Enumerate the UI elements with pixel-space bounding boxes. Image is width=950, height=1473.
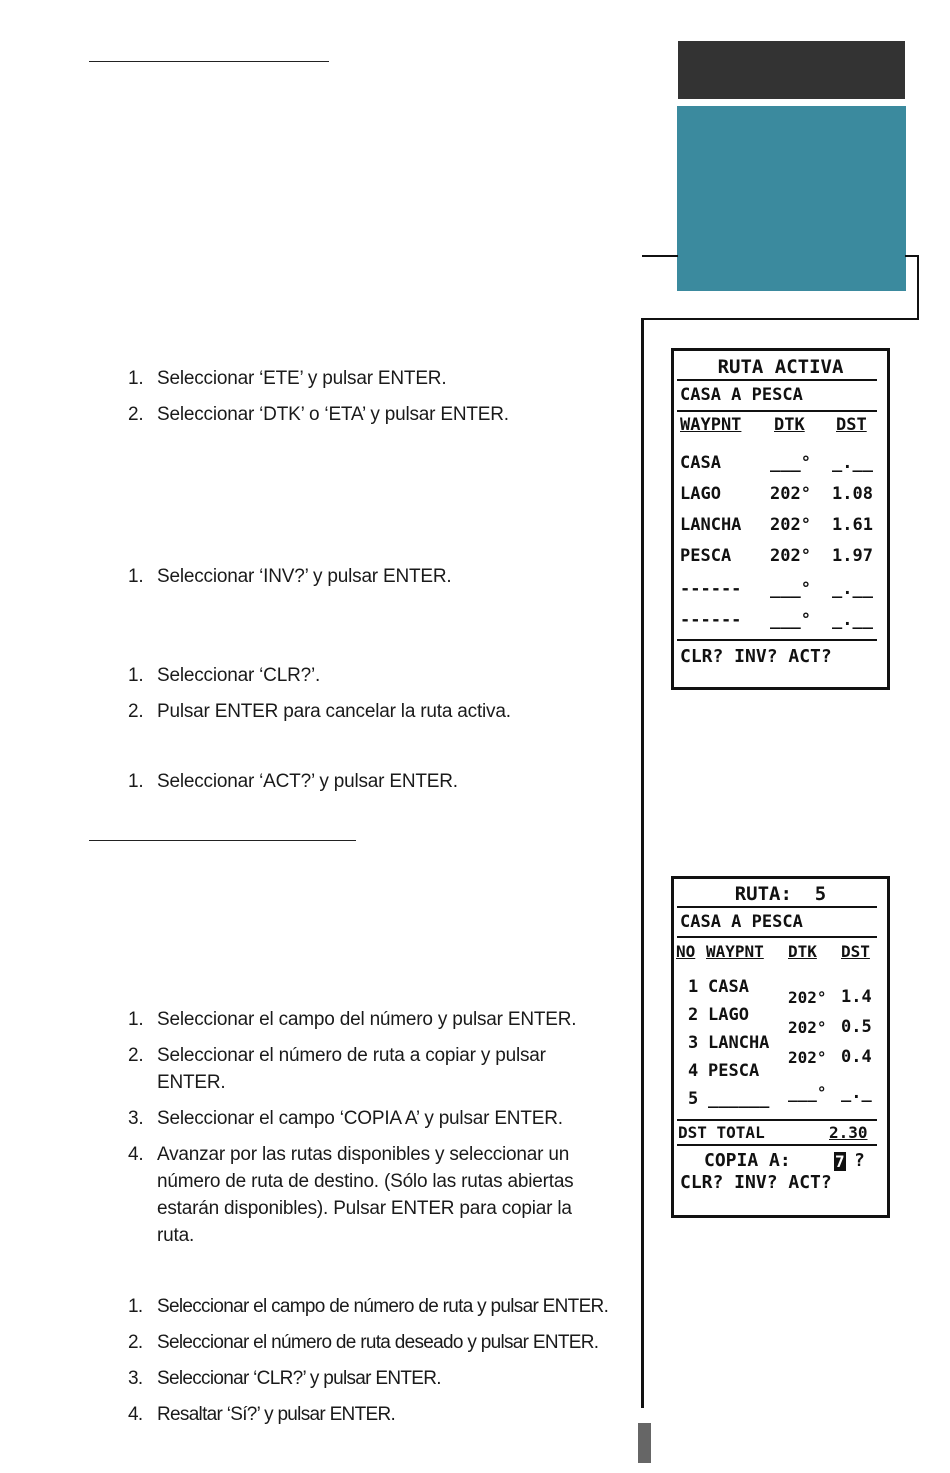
page-edge-tab bbox=[638, 1423, 651, 1463]
list-item: 1. Seleccionar ‘CLR?’. bbox=[128, 665, 321, 686]
waypoint-dst: 1.61 bbox=[832, 515, 873, 535]
waypoint-name: ______ bbox=[708, 1089, 770, 1109]
leg-dtk: 202° bbox=[788, 1048, 827, 1067]
waypoint-name: ------ bbox=[680, 579, 742, 599]
waypoint-name: LANCHA bbox=[708, 1033, 770, 1053]
total-distance-label: DST TOTAL bbox=[678, 1123, 765, 1142]
waypoint-number: 3 bbox=[688, 1033, 699, 1053]
waypoint-name: CASA bbox=[680, 453, 721, 473]
steps-copy-route bbox=[128, 1006, 596, 1258]
list-item: 1. Seleccionar el campo de número de ruta y pulsar ENTER. bbox=[128, 1296, 609, 1317]
list-item: 4. Resaltar ‘Sí?’ y pulsar ENTER. bbox=[128, 1404, 396, 1425]
gps-screen-route bbox=[671, 876, 890, 1218]
section-rule-middle bbox=[89, 840, 356, 841]
list-item: 2. Seleccionar el número de ruta a copiar y pulsar ENTER. bbox=[128, 1045, 546, 1093]
header-tab-teal bbox=[677, 106, 906, 291]
steps-activate bbox=[128, 768, 608, 804]
leg-dst: 0.5 bbox=[841, 1017, 872, 1037]
steps-invert bbox=[128, 563, 608, 599]
waypoint-name: LAGO bbox=[708, 1005, 749, 1025]
waypoint-name: CASA bbox=[708, 977, 749, 997]
header-dtk: DTK bbox=[774, 415, 805, 435]
route-name: CASA A PESCA bbox=[680, 912, 803, 932]
leg-dst: _._ bbox=[841, 1083, 872, 1103]
waypoint-dtk: ___° bbox=[770, 610, 811, 630]
list-item: 2. Seleccionar el número de ruta deseado y pulsar ENTER. bbox=[128, 1332, 599, 1353]
waypoint-number: 1 bbox=[688, 977, 699, 997]
steps-clear-route bbox=[128, 1293, 628, 1437]
header-waypnt: WAYPNT bbox=[706, 942, 764, 961]
list-item: 3. Seleccionar el campo ‘COPIA A’ y pulsar ENTER. bbox=[128, 1108, 563, 1129]
divider bbox=[677, 1119, 877, 1121]
list-item: 2. Pulsar ENTER para cancelar la ruta activa. bbox=[128, 701, 511, 722]
route-name: CASA A PESCA bbox=[680, 385, 803, 405]
leg-dtk: 202° bbox=[788, 988, 827, 1007]
gps-screen-active-route bbox=[671, 348, 890, 690]
leg-dst: 0.4 bbox=[841, 1047, 872, 1067]
header-dst: DST bbox=[836, 415, 867, 435]
list-item: 1. Seleccionar el campo del número y pulsar ENTER. bbox=[128, 1009, 577, 1030]
waypoint-number: 5 bbox=[688, 1089, 699, 1109]
waypoint-dst: _.__ bbox=[832, 610, 873, 630]
waypoint-name: ------ bbox=[680, 610, 742, 630]
waypoint-name: PESCA bbox=[680, 546, 732, 566]
header-dtk: DTK bbox=[788, 942, 817, 961]
waypoint-number: 2 bbox=[688, 1005, 699, 1025]
header-waypnt: WAYPNT bbox=[680, 415, 742, 435]
section-rule-top bbox=[89, 61, 329, 62]
divider bbox=[677, 936, 877, 938]
bracket-top-left bbox=[642, 255, 678, 257]
header-dst: DST bbox=[841, 942, 870, 961]
steps-clear-active bbox=[128, 662, 608, 734]
leg-dtk: ___° bbox=[788, 1083, 827, 1102]
waypoint-number: 4 bbox=[688, 1061, 699, 1081]
list-item: 1. Seleccionar ‘ACT?’ y pulsar ENTER. bbox=[128, 771, 458, 792]
header-no: NO bbox=[676, 942, 696, 961]
waypoint-dtk: 202° bbox=[770, 515, 811, 535]
divider bbox=[677, 410, 877, 412]
waypoint-dtk: 202° bbox=[770, 546, 811, 566]
screen-title: RUTA: 5 bbox=[734, 883, 827, 905]
waypoint-dst: _.__ bbox=[832, 453, 873, 473]
waypoint-dst: 1.97 bbox=[832, 546, 873, 566]
waypoint-dtk: ___° bbox=[770, 579, 811, 599]
copy-to-question: ? bbox=[854, 1150, 865, 1171]
waypoint-dst: 1.08 bbox=[832, 484, 873, 504]
divider bbox=[677, 639, 877, 641]
screen-footer-menu: CLR? INV? ACT? bbox=[680, 646, 832, 667]
steps-ete-dtk bbox=[128, 365, 608, 437]
bracket-bottom bbox=[642, 318, 919, 320]
list-item: 2. Seleccionar ‘DTK’ o ‘ETA’ y pulsar ENTER. bbox=[128, 404, 509, 425]
list-item: 3. Seleccionar ‘CLR?’ y pulsar ENTER. bbox=[128, 1368, 441, 1389]
divider bbox=[677, 1144, 877, 1146]
list-item: 1. Seleccionar ‘INV?’ y pulsar ENTER. bbox=[128, 566, 452, 587]
leg-dst: 1.4 bbox=[841, 987, 872, 1007]
bracket-right-vertical bbox=[917, 255, 919, 320]
copy-to-label: COPIA A: bbox=[704, 1150, 791, 1171]
screen-footer-menu: CLR? INV? ACT? bbox=[680, 1172, 832, 1193]
waypoint-dtk: ___° bbox=[770, 453, 811, 473]
divider bbox=[677, 379, 877, 381]
leg-dtk: 202° bbox=[788, 1018, 827, 1037]
waypoint-name: LAGO bbox=[680, 484, 721, 504]
waypoint-name: PESCA bbox=[708, 1061, 760, 1081]
total-distance-value: 2.30 bbox=[829, 1123, 868, 1142]
waypoint-name: LANCHA bbox=[680, 515, 742, 535]
copy-to-route-field[interactable]: 7 bbox=[835, 1152, 845, 1171]
list-item: 1. Seleccionar ‘ETE’ y pulsar ENTER. bbox=[128, 368, 447, 389]
list-item: 4. Avanzar por las rutas disponibles y seleccionar un número de ruta de destino. (Sólo las rutas abiertas estarán disponibles). Pulsar ENTER para copiar la ruta. bbox=[128, 1144, 574, 1246]
waypoint-dtk: 202° bbox=[770, 484, 811, 504]
waypoint-dst: _.__ bbox=[832, 579, 873, 599]
margin-vertical-line bbox=[641, 318, 644, 1408]
screen-title: RUTA ACTIVA bbox=[717, 356, 844, 378]
header-tab-dark bbox=[678, 41, 905, 99]
divider bbox=[677, 906, 877, 908]
